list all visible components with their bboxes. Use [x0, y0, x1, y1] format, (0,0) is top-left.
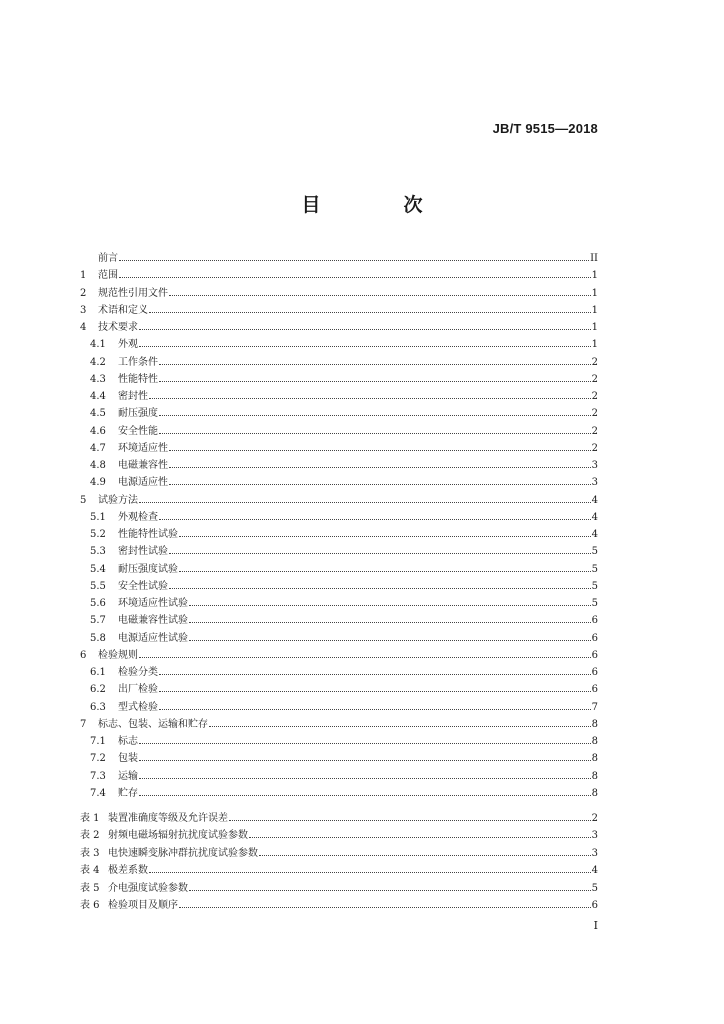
toc-entry[interactable] — [80, 302, 598, 319]
entry-number: 表 5 — [80, 882, 100, 894]
entry-page: 8 — [591, 718, 598, 730]
entry-page: 5 — [591, 580, 598, 592]
entry-title: 技术要求 — [98, 322, 138, 333]
entry-title: 范围 — [98, 270, 118, 282]
dot-leader — [179, 529, 591, 537]
dot-leader — [169, 546, 591, 554]
entry-title: 性能特性 — [118, 373, 158, 385]
toc-title: 目 次 — [301, 194, 455, 216]
toc-entry[interactable] — [80, 733, 598, 750]
entry-page: 4 — [591, 511, 598, 523]
dot-leader — [169, 477, 591, 485]
entry-page: 5 — [591, 546, 598, 558]
entry-page: 8 — [591, 770, 598, 782]
toc-entry[interactable] — [80, 388, 598, 405]
table-entry[interactable] — [80, 880, 598, 897]
table-entry[interactable] — [80, 897, 598, 914]
entry-number: 6 — [80, 649, 87, 661]
entry-number: 3 — [80, 304, 87, 316]
entry-page: 1 — [591, 304, 598, 316]
entry-title: 工作条件 — [118, 356, 158, 368]
entry-number: 6.2 — [90, 684, 106, 696]
dot-leader — [169, 581, 591, 589]
dot-leader — [259, 848, 591, 856]
entry-page: 3 — [591, 830, 598, 842]
entry-page: 5 — [591, 882, 598, 894]
entry-page: 6 — [591, 649, 598, 661]
entry-title: 电源适应性试验 — [118, 632, 188, 644]
entry-title: 安全性能 — [118, 425, 158, 437]
entry-title: 外观检查 — [118, 511, 158, 523]
entry-number: 6.1 — [90, 667, 106, 678]
toc-entry[interactable] — [80, 768, 598, 785]
entry-title: 环境适应性 — [118, 442, 168, 454]
toc-entry[interactable] — [80, 336, 598, 353]
entry-title: 检验项目及顺序 — [108, 899, 178, 911]
entry-number: 7.2 — [90, 753, 106, 765]
entry-page: 2 — [591, 373, 598, 385]
toc-entry[interactable] — [80, 561, 598, 578]
entry-title: 试验方法 — [98, 494, 138, 506]
entry-page: II — [590, 253, 598, 264]
entry-page: 8 — [591, 787, 598, 799]
entry-title: 射频电磁场辐射抗扰度试验参数 — [108, 830, 248, 842]
toc-entry[interactable] — [80, 371, 598, 388]
entry-title: 耐压强度试验 — [118, 563, 178, 575]
entry-title: 电快速瞬变脉冲群抗扰度试验参数 — [108, 847, 258, 859]
entry-page: 2 — [591, 391, 598, 402]
dot-leader — [179, 564, 591, 572]
dot-leader — [139, 650, 591, 658]
entry-number: 7.4 — [90, 787, 106, 799]
entry-page: 1 — [591, 339, 598, 351]
dot-leader — [149, 391, 591, 399]
entry-number: 4 — [80, 322, 87, 333]
entry-title: 极差系数 — [108, 865, 148, 877]
entry-title: 电磁兼容性试验 — [118, 615, 188, 627]
entry-number: 4.4 — [90, 391, 106, 402]
entry-number: 5 — [80, 494, 87, 506]
entry-title: 检验规则 — [98, 649, 138, 661]
entry-number: 2 — [80, 287, 87, 299]
entry-title: 检验分类 — [118, 667, 158, 678]
dot-leader — [159, 512, 591, 520]
toc-entry[interactable] — [80, 354, 598, 371]
dot-leader — [169, 443, 591, 451]
entry-page: 6 — [591, 899, 598, 911]
toc-entry[interactable] — [80, 647, 598, 664]
entry-title: 出厂检验 — [118, 684, 158, 696]
dot-leader — [169, 288, 591, 296]
toc-entry[interactable] — [80, 664, 598, 681]
entry-title: 环境适应性试验 — [118, 598, 188, 609]
entry-number: 5.8 — [90, 632, 106, 644]
entry-number: 5.6 — [90, 598, 106, 609]
entry-number: 4.2 — [90, 356, 106, 368]
entry-title: 密封性试验 — [118, 546, 168, 558]
entry-number: 4.6 — [90, 425, 106, 437]
entry-number: 5.2 — [90, 529, 106, 540]
entry-page: 2 — [591, 442, 598, 454]
entry-page: 1 — [591, 270, 598, 282]
dot-leader — [209, 719, 591, 727]
toc-list — [80, 250, 598, 802]
dot-leader — [139, 788, 591, 796]
entry-page: 7 — [591, 701, 598, 713]
entry-title: 介电强度试验参数 — [108, 882, 188, 894]
dot-leader — [249, 830, 591, 838]
dot-leader — [139, 495, 591, 503]
toc-entry[interactable] — [80, 492, 598, 509]
entry-number: 7.3 — [90, 770, 106, 782]
entry-number: 4.3 — [90, 373, 106, 385]
dot-leader — [159, 702, 591, 710]
entry-number: 4.8 — [90, 460, 106, 471]
entry-title: 规范性引用文件 — [98, 287, 168, 299]
entry-title: 电源适应性 — [118, 477, 168, 489]
toc-entry[interactable] — [80, 267, 598, 284]
entry-title: 术语和定义 — [98, 304, 148, 316]
table-list — [80, 810, 598, 914]
entry-page: 1 — [591, 322, 598, 333]
entry-title: 性能特性试验 — [118, 529, 178, 540]
entry-page: 3 — [591, 847, 598, 859]
entry-number: 表 2 — [80, 830, 100, 842]
entry-page: 2 — [591, 813, 598, 824]
entry-page: 4 — [591, 865, 598, 877]
standard-id: JB/T 9515—2018 — [492, 121, 598, 136]
entry-number: 表 4 — [80, 865, 100, 877]
dot-leader — [159, 374, 591, 382]
entry-page: 5 — [591, 598, 598, 609]
entry-title: 标志、包装、运输和贮存 — [98, 718, 208, 730]
toc-entry[interactable] — [80, 440, 598, 457]
toc-entry[interactable] — [80, 509, 598, 526]
entry-title: 电磁兼容性 — [118, 460, 168, 471]
dot-leader — [149, 305, 591, 313]
entry-page: 8 — [591, 736, 598, 747]
entry-title: 前言 — [98, 253, 118, 264]
entry-number: 6.3 — [90, 701, 106, 713]
entry-title: 型式检验 — [118, 701, 158, 713]
dot-leader — [119, 253, 589, 261]
toc-entry[interactable] — [80, 699, 598, 716]
entry-number: 4.9 — [90, 477, 106, 489]
table-entry[interactable] — [80, 827, 598, 844]
toc-entry[interactable] — [80, 405, 598, 422]
toc-entry[interactable] — [80, 285, 598, 302]
toc-entry[interactable] — [80, 595, 598, 612]
entry-page: 3 — [591, 477, 598, 489]
entry-page: 6 — [591, 667, 598, 678]
dot-leader — [229, 813, 591, 821]
dot-leader — [119, 270, 591, 278]
entry-number: 1 — [80, 270, 87, 282]
dot-leader — [159, 426, 591, 434]
entry-page: 4 — [591, 494, 598, 506]
dot-leader — [139, 339, 591, 347]
dot-leader — [189, 615, 591, 623]
toc-entry[interactable] — [80, 785, 598, 802]
dot-leader — [159, 667, 591, 675]
entry-page: 2 — [591, 356, 598, 368]
entry-number: 4.5 — [90, 408, 106, 420]
table-entry[interactable] — [80, 845, 598, 862]
entry-number: 7 — [80, 718, 87, 730]
entry-page: 8 — [591, 753, 598, 765]
dot-leader — [139, 753, 591, 761]
entry-page: 2 — [591, 408, 598, 420]
entry-number: 7.1 — [90, 736, 106, 747]
toc-entry[interactable] — [80, 681, 598, 698]
entry-number: 5.5 — [90, 580, 106, 592]
entry-number: 表 1 — [80, 813, 100, 824]
toc-entry[interactable] — [80, 474, 598, 491]
entry-number: 4.7 — [90, 442, 106, 454]
entry-page: 5 — [591, 563, 598, 575]
toc-entry[interactable] — [80, 612, 598, 629]
entry-title: 密封性 — [118, 391, 148, 402]
toc-entry[interactable] — [80, 716, 598, 733]
toc-entry[interactable] — [80, 457, 598, 474]
entry-number: 表 6 — [80, 899, 100, 911]
toc-entry[interactable] — [80, 526, 598, 543]
entry-title: 装置准确度等级及允许误差 — [108, 813, 228, 824]
table-entry[interactable] — [80, 810, 598, 827]
entry-page: 2 — [591, 425, 598, 437]
dot-leader — [149, 865, 591, 873]
entry-number: 5.4 — [90, 563, 106, 575]
dot-leader — [139, 736, 591, 744]
entry-page: 6 — [591, 684, 598, 696]
entry-page: 3 — [591, 460, 598, 471]
entry-number: 表 3 — [80, 847, 100, 859]
toc-entry[interactable] — [80, 423, 598, 440]
entry-number: 5.1 — [90, 511, 106, 523]
entry-title: 标志 — [118, 736, 138, 747]
entry-number: 5.3 — [90, 546, 106, 558]
entry-page: 6 — [591, 632, 598, 644]
toc-entry[interactable] — [80, 543, 598, 560]
dot-leader — [189, 883, 591, 891]
entry-number: 5.7 — [90, 615, 106, 627]
entry-number: 4.1 — [90, 339, 106, 351]
entry-title: 运输 — [118, 770, 138, 782]
dot-leader — [159, 684, 591, 692]
dot-leader — [189, 598, 591, 606]
table-entry[interactable] — [80, 862, 598, 879]
toc-entry[interactable] — [80, 319, 598, 336]
dot-leader — [159, 357, 591, 365]
dot-leader — [189, 633, 591, 641]
entry-title: 外观 — [118, 339, 138, 351]
dot-leader — [159, 408, 591, 416]
toc-entry[interactable] — [80, 630, 598, 647]
toc-entry[interactable] — [80, 250, 598, 267]
dot-leader — [139, 322, 591, 330]
entry-title: 包装 — [118, 753, 138, 765]
page-number: I — [593, 919, 598, 932]
toc-entry[interactable] — [80, 750, 598, 767]
toc-entry[interactable] — [80, 578, 598, 595]
entry-page: 1 — [591, 287, 598, 299]
entry-title: 耐压强度 — [118, 408, 158, 420]
dot-leader — [139, 771, 591, 779]
entry-title: 安全性试验 — [118, 580, 168, 592]
entry-page: 6 — [591, 615, 598, 627]
dot-leader — [169, 460, 591, 468]
entry-title: 贮存 — [118, 787, 138, 799]
entry-page: 4 — [591, 529, 598, 540]
dot-leader — [179, 900, 591, 908]
